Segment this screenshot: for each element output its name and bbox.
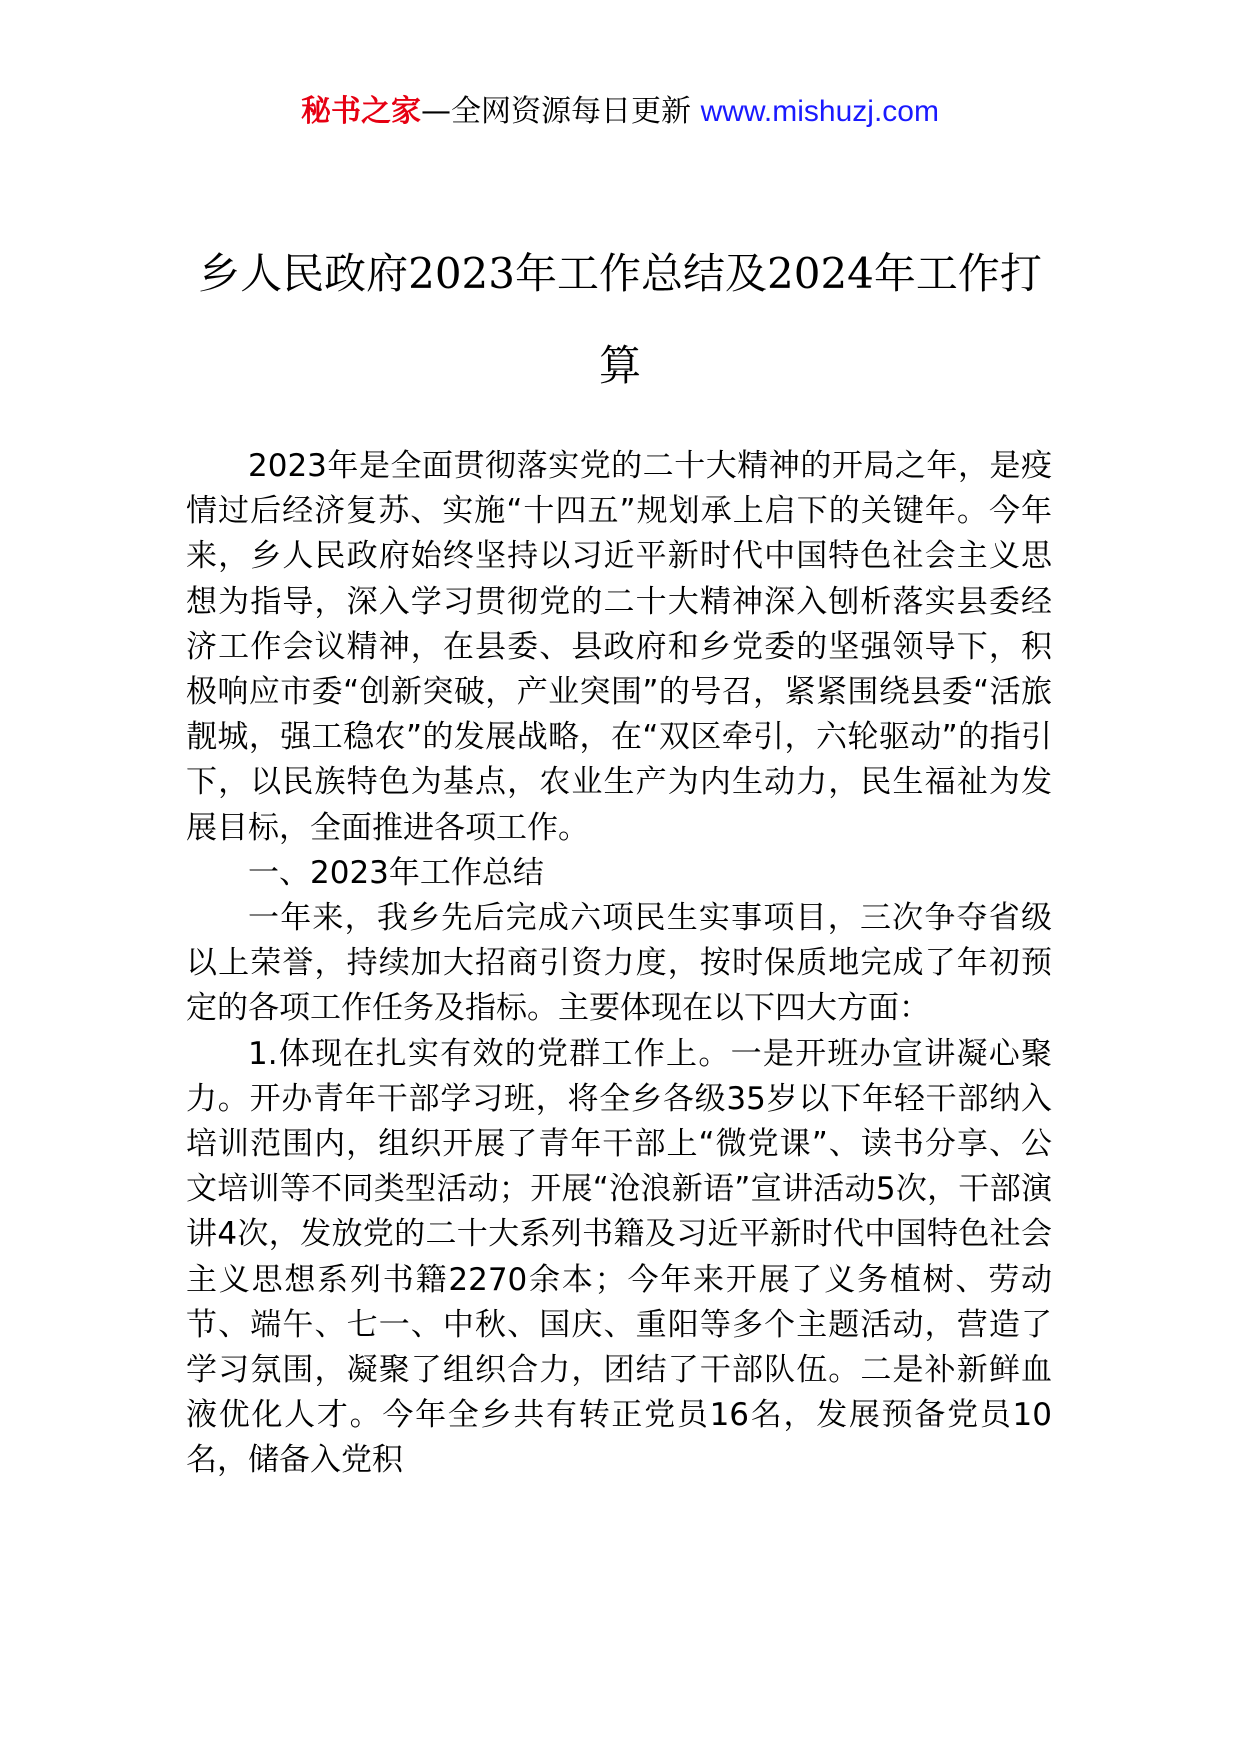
party-work-paragraph: 1.体现在扎实有效的党群工作上。一是开班办宣讲凝心聚力。开办青年干部学习班，将全乡各级35岁以下年轻干部纳入培训范围内，组织开展了青年干部上“微党课”、读书分享、公文培训等不同类型活动；开展“沧浪新语”宣讲活动5次，干部演讲4次，发放党的二十大系列书籍及习近平新时代中国特色社会主义思想系列书籍2270余本；今年来开展了义务植树、劳动节、端午、七一、中秋、国庆、重阳等多个主题活动，营造了学习氛围，凝聚了组织合力，团结了干部队伍。二是补新鲜血液优化人才。今年全乡共有转正党员16名，发展预备党员10名，储备入党积: [186, 1035, 1052, 1479]
summary-paragraph: 一年来，我乡先后完成六项民生实事项目，三次争夺省级以上荣誉，持续加大招商引资力度，按时保质地完成了年初预定的各项工作任务及指标。主要体现在以下四大方面：: [186, 900, 1052, 1027]
site-url[interactable]: www.mishuzj.com: [700, 95, 939, 128]
document-title: 乡人民政府2023年工作总结及2024年工作打算: [198, 249, 1042, 390]
site-header: [0, 92, 1240, 132]
document-body: [186, 444, 1052, 1484]
intro-paragraph: 2023年是全面贯彻落实党的二十大精神的开局之年，是疫情过后经济复苏、实施“十四五”规划承上启下的关键年。今年来，乡人民政府始终坚持以习近平新时代中国特色社会主义思想为指导，深入学习贯彻党的二十大精神深入刨析落实县委经济工作会议精神，在县委、县政府和乡党委的坚强领导下，积极响应市委“创新突破，产业突围”的号召，紧紧围绕县委“活旅靓城，强工稳农”的发展战略，在“双区牵引，六轮驱动”的指引下，以民族特色为基点，农业生产为内生动力，民生福祉为发展目标，全面推进各项工作。: [186, 448, 1052, 846]
site-brand: 秘书之家: [301, 94, 422, 129]
section-heading: 一、2023年工作总结: [248, 854, 544, 891]
site-tagline: —全网资源每日更新: [421, 94, 701, 129]
